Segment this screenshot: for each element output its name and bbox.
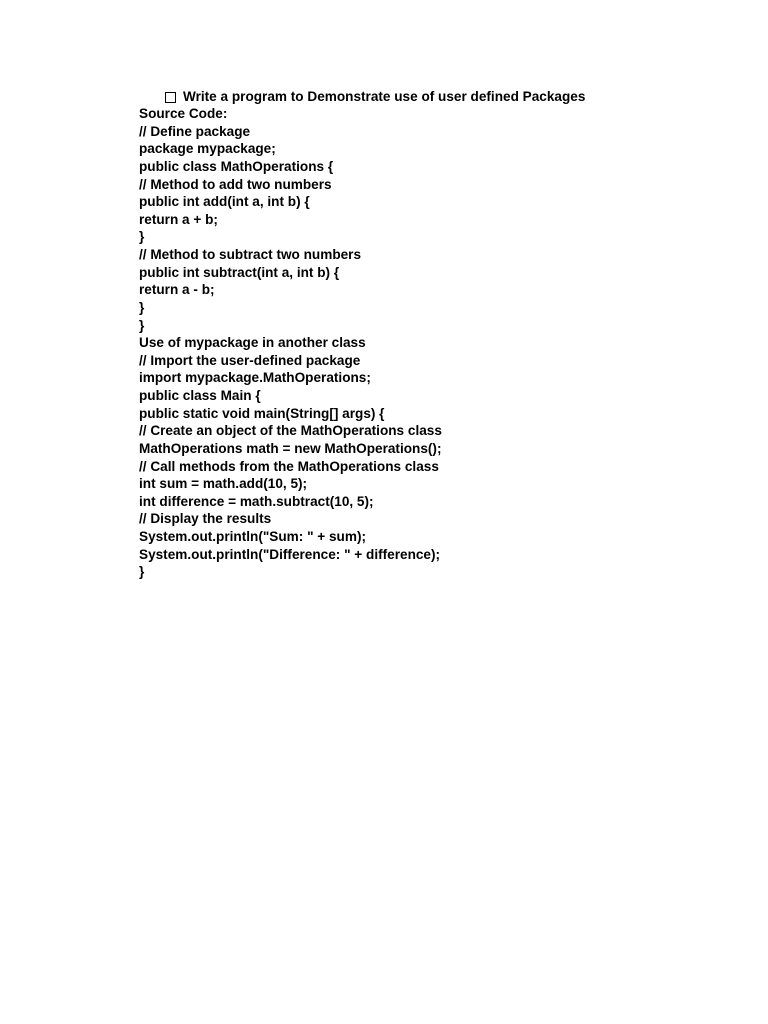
code-line: System.out.println("Difference: " + difference); (139, 546, 441, 562)
code-line: // Method to add two numbers (139, 176, 332, 192)
code-line: // Call methods from the MathOperations class (139, 458, 439, 474)
code-line: // Display the results (139, 511, 272, 527)
code-line: } (139, 229, 145, 245)
code-line: } (139, 564, 145, 580)
code-line: public int add(int a, int b) { (139, 194, 310, 210)
code-line: int sum = math.add(10, 5); (139, 476, 308, 492)
code-line: public class MathOperations { (139, 158, 334, 174)
code-line: import mypackage.MathOperations; (139, 370, 371, 386)
code-line: // Method to subtract two numbers (139, 247, 362, 262)
code-line: int difference = math.subtract(10, 5); (139, 493, 374, 509)
code-line: return a + b; (139, 211, 218, 227)
code-line: package mypackage; (139, 141, 276, 157)
code-line: public static void main(String[] args) { (139, 405, 385, 421)
code-line: public int subtract(int a, int b) { (139, 264, 340, 280)
source-code-label: Source Code: (139, 106, 228, 121)
source-code-block (139, 105, 739, 581)
task-heading (165, 88, 585, 106)
code-line: } (139, 317, 145, 333)
task-heading-text: Write a program to Demonstrate use of user defined Packages (183, 89, 586, 104)
code-line: return a - b; (139, 282, 215, 298)
code-line: public class Main { (139, 388, 261, 403)
code-line: MathOperations math = new MathOperations(); (139, 440, 442, 456)
code-line: // Create an object of the MathOperations class (139, 423, 442, 439)
section-label: Use of mypackage in another class (139, 335, 366, 351)
code-line: // Import the user-defined package (139, 352, 361, 368)
code-line: // Define package (139, 123, 251, 139)
code-line: System.out.println("Sum: " + sum); (139, 529, 367, 544)
checkbox-icon (165, 92, 176, 103)
code-line: } (139, 299, 145, 315)
